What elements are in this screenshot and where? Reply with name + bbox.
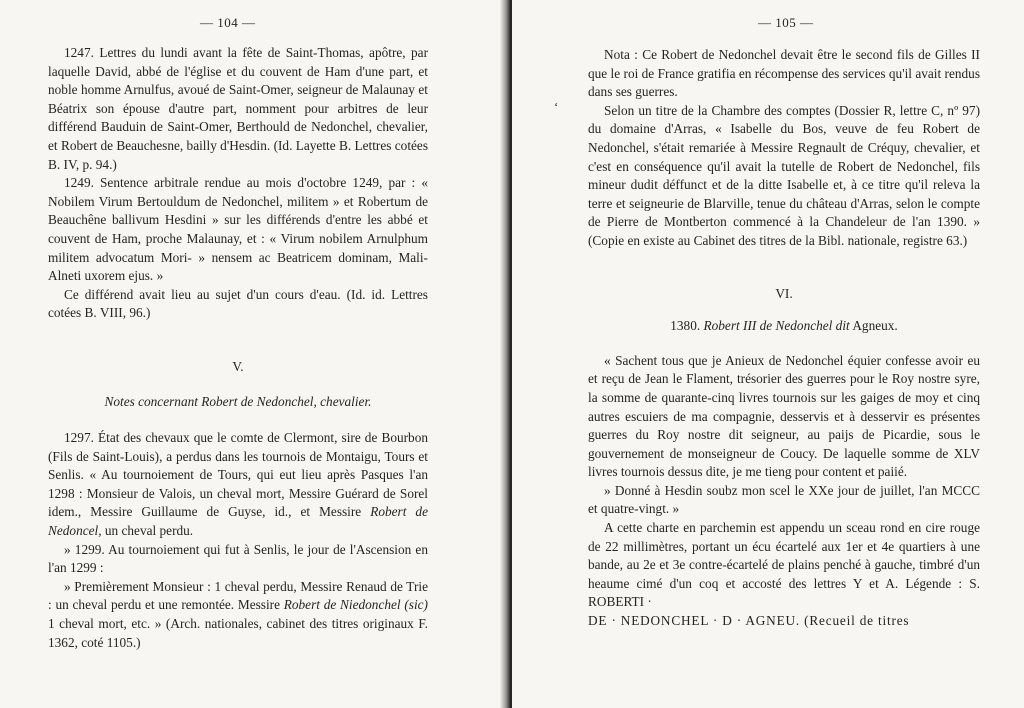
section-vi-name: Robert III de Nedonchel dit [703,318,850,334]
paragraph-donne-a-hesdin: » Donné à Hesdin soubz mon scel le XXe jour de juillet, l'an MCCC et quatre-vingt. » [588,482,980,517]
paragraph-sachent-tous: « Sachent tous que je Anieux de Nedonchel équier confesse avoir eu et reçu de Jean le Flament, trésorier des guerres pour le Roy nostre syre, la somme de quarante-cinq livres tournois sur les gaiges de moy et cinq autres escuiers de ma compagnie, desservis et à desservir es présentes guerres du Roy nostre dit seigneur, au paijs de Picardie, sous le gouvernement de monseigneur de Coucy. De laquelle somme de XLV livres tournois dessus dite, je me tieng pour content et paiié. [588,352,980,480]
legend-continuation: DE · NEDONCHEL · D · AGNEU. (Recueil de titres [588,613,910,629]
paragraph-1247: 1247. Lettres du lundi avant la fête de Saint-Thomas, apôtre, par laquelle David, abbé de l'église et du couvent de Ham d'une part, et noble homme Arnulfus, avoué de Saint-Omer, seigneur de Malaunay et Béatrix son épouse d'autre part, nomment pour arbitres de leur différend Bauduin de Saint-Omer, Berthould de Nedonchel, chevalier, et Robert de Beauchesne, bailly d'Hesdin. (Id. Layette B. Lettres cotées B. IV, p. 94.) [48,45,428,172]
italic-robert-nedoncel: Robert de Nedoncel, [48,504,428,539]
paragraph-premierement-end: 1 cheval mort, etc. » (Arch. nationales, cabinet des titres originaux F. 1362, coté 1105.) [48,616,428,650]
page-number-right: — 105 — [758,15,814,30]
paragraph-1297 [48,429,428,541]
margin-mark: ‘ [554,99,559,114]
left-text-column [48,44,428,652]
italic-robert-niedonchel: Robert de Niedonchel (sic) [283,597,428,613]
paragraph-cours-deau: Ce différend avait lieu au sujet d'un cours d'eau. (Id. id. Lettres cotées B. VIII, 96.) [48,286,428,321]
paragraph-nota: Nota : Ce Robert de Nedonchel devait être le second fils de Gilles II que le roi de France gratifia en récompense des services qu'il avait rendus dans ses guerres. [588,47,980,100]
paragraph-1297-text: 1297. État des chevaux que le comte de Clermont, sire de Bourbon (Fils de Saint-Louis), a perdus dans les tournois de Montaigu, Tours et Senlis. « Au tournoiement de Tours, qui eut lieu après Pasques l'an 1298 : Monsieur de Valois, un cheval mort, Messire Guérard de Sorel idem., Messire Guillaume de Guyse, id., et Messire [48,430,428,520]
paragraph-chambre-des-comptes: Selon un titre de la Chambre des comptes (Dossier R, lettre C, nº 97) du domaine d'Arras, « Isabelle du Bos, veuve de feu Robert de Nedonchel, s'était remariée à Messire Regnault de Créquy, chevalier, et c'est en conséquence qu'il avait la tutelle de Robert de Nedonchel, fils mineur dudit déffunct et de la ditte Isabelle et, à ce titre qu'il releva la terre et seigneurie de Blarville, tenue du château d'Arras, selon le compte de Pierre de Montberton commencé à la Chandeleur de l'an 1390. » (Copie en existe au Cabinet des titres de la Bibl. nationale, registre 63.) [588,102,980,248]
paragraph-charte-parchemin: A cette charte en parchemin est appendu un sceau rond en cire rouge de 22 millimètres, portant un écu écartelé aux 1er et 4e quartiers à une bande, au 2e et 3e contre-écartelé de plains penché à gauche, timbré d'un heaume cimé d'un coq et accosté des lettres Y et A. Légende : S. ROBERTI · [588,520,980,610]
right-page [512,0,1024,708]
paragraph-1249: 1249. Sentence arbitrale rendue au mois d'octobre 1249, par : « Nobilem Virum Bertouldum de Nedonchel, militem » et Robertum de Beauchêne ballivum Hesdini » sur les différends d'entre les abbé et couvent de Ham, proche Malaunay, et : « Virum nobilem Arnulphum militem advocatum Mori- » nensem ac Beatricem dominam, Mali-Alneti uxorem ejus. » [48,175,428,284]
left-page [0,0,506,708]
page-number-left: — 104 — [200,15,256,30]
paragraph-premierement-text: » Premièrement Monsieur : 1 cheval perdu, Messire Renaud de Trie : un cheval perdu et une remontée. Messire [48,578,428,613]
section-vi-agneux: Agneux. [849,318,898,334]
section-vi-number: VI. [775,285,793,301]
paragraph-premierement [48,578,428,652]
section-vi-title [588,317,980,336]
paragraph-1299: » 1299. Au tournoiement qui fut à Senlis, le jour de l'Ascension en l'an 1299 : [48,541,428,576]
section-v-number: V. [232,358,244,374]
right-text-column [588,46,980,631]
section-vi-year: 1380. [670,318,704,334]
paragraph-1297-end: un cheval perdu. [101,523,194,539]
section-v-title: Notes concernant Robert de Nedonchel, chevalier. [104,393,372,409]
